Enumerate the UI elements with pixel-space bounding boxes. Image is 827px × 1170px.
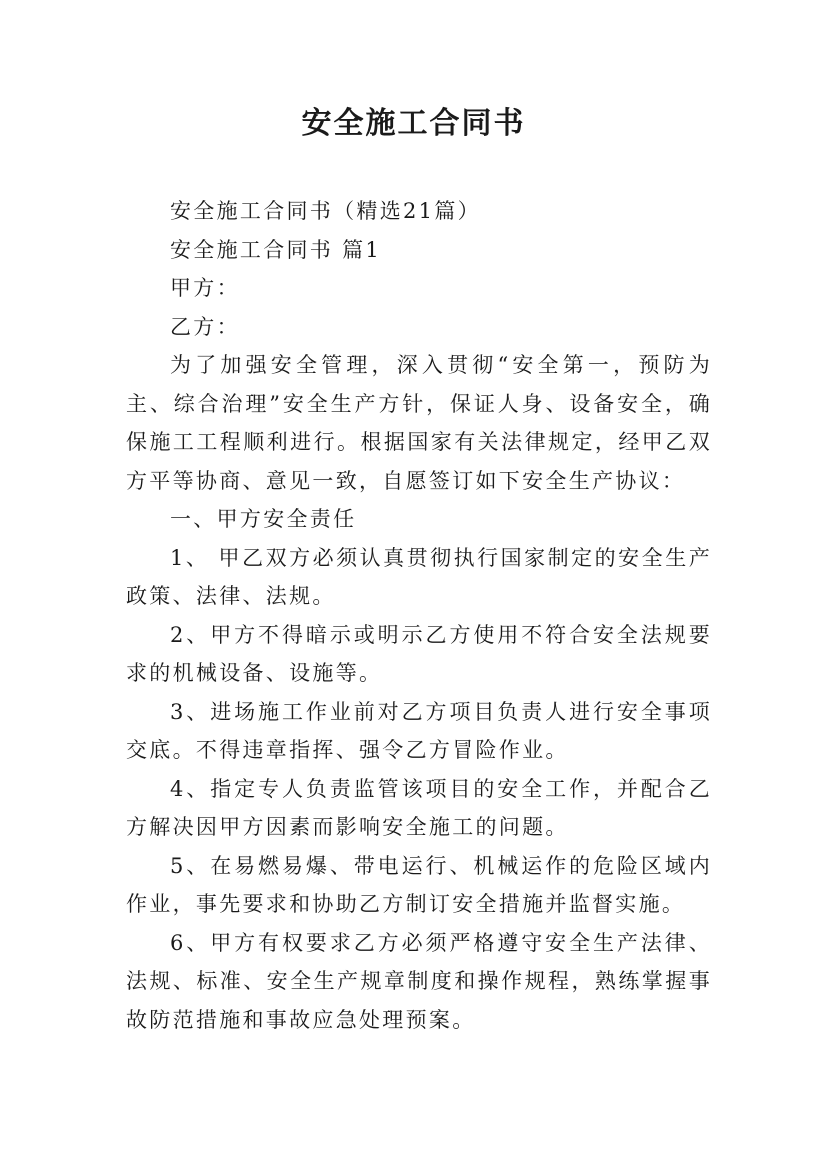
clause-3: 3、进场施工作业前对乙方项目负责人进行安全事项交底。不得违章指挥、强令乙方冒险作业。 xyxy=(126,699,712,762)
party-b-line: 乙方： xyxy=(170,314,240,339)
clause-1: 1、 甲乙双方必须认真贯彻执行国家制定的安全生产政策、法律、法规。 xyxy=(126,545,712,608)
paragraph-section-heading: 安全施工合同书 篇1 xyxy=(170,237,382,262)
paragraph-subtitle: 安全施工合同书（精选21篇） xyxy=(170,199,481,223)
clause-4: 4、指定专人负责监管该项目的安全工作，并配合乙方解决因甲方因素而影响安全施工的问题。 xyxy=(126,776,712,839)
paragraph-preamble: 为了加强安全管理，深入贯彻“安全第一，预防为主、综合治理”安全生产方针，保证人身、设备安全，确保施工工程顺利进行。根据国家有关法律规定，经甲乙双方平等协商、意见一致，自愿签订如下安全生产协议： xyxy=(126,353,712,493)
clause-2: 2、甲方不得暗示或明示乙方使用不符合安全法规要求的机械设备、设施等。 xyxy=(126,622,712,685)
paragraph-heading-party-a-duties: 一、甲方安全责任 xyxy=(170,507,357,531)
clause-6: 6、甲方有权要求乙方必须严格遵守安全生产法律、法规、标准、安全生产规章制度和操作规程，熟练掌握事故防范措施和事故应急处理预案。 xyxy=(126,930,712,1032)
party-a-line: 甲方： xyxy=(170,276,240,300)
document-title: 安全施工合同书 xyxy=(301,106,526,141)
clause-5: 5、在易燃易爆、带电运行、机械运作的危险区域内作业，事先要求和协助乙方制订安全措施并监督实施。 xyxy=(126,853,712,916)
document-body xyxy=(126,192,712,1039)
